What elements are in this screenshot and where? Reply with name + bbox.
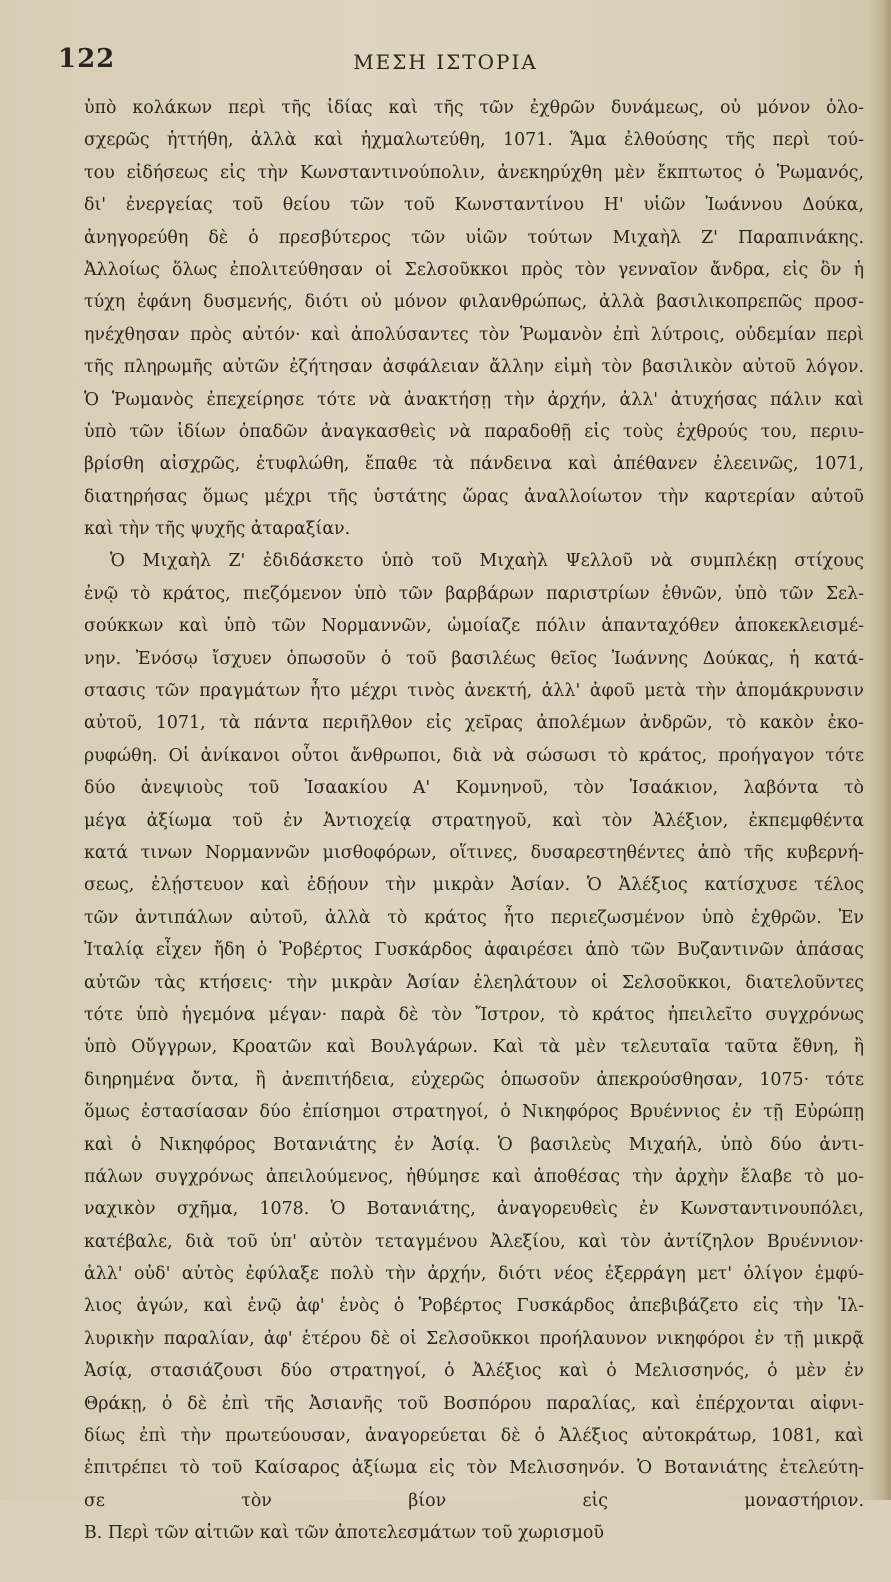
body-text <box>84 92 864 1582</box>
text-line: τῶν ἀντιπάλων αὐτοῦ, ἀλλὰ τὸ κράτος ἦτο περιεζωσμένον ὑπὸ ἐχθρῶν. Ἐν <box>84 907 864 928</box>
paragraph-start-line: Ὁ Μιχαὴλ Ζ' ἐδιδάσκετο ὑπὸ τοῦ Μιχαὴλ Ψελλοῦ νὰ συμπλέκῃ στίχους <box>110 551 864 572</box>
text-line: δύο ἀνεψιοὺς τοῦ Ἰσαακίου Α' Κομνηνοῦ, τὸν Ἰσαάκιον, λαβόντα τὸ <box>84 778 864 799</box>
text-line: σούκκων καὶ ὑπὸ τῶν Νορμαννῶν, ὡμοίαζε πόλιν ἁπανταχόθεν ἀποκεκλεισμέ- <box>84 616 864 637</box>
text-line: Ἰταλίᾳ εἶχεν ἤδη ὁ Ῥοβέρτος Γυσκάρδος ἀφαιρέσει ἀπὸ τῶν Βυζαντινῶν ἁπάσας <box>84 940 864 961</box>
text-line: Ἀλλοίως ὅλως ἐπολιτεύθησαν οἱ Σελσοῦκκοι πρὸς τὸν γενναῖον ἄνδρα, εἰς ὃν ἡ <box>84 259 864 280</box>
text-line: τότε ὑπὸ ἡγεμόνα μέγαν· παρὰ δὲ τὸν Ἴστρον, τὸ κράτος ἠπειλεῖτο συγχρόνως <box>84 1004 864 1025</box>
running-title: ΜΕΣΗ ΙΣΤΟΡΙΑ <box>353 50 538 74</box>
text-line: νην. Ἐνόσῳ ἴσχυεν ὁπωσοῦν ὁ τοῦ βασιλέως θεῖος Ἰωάννης Δούκας, ἡ κατά- <box>84 648 864 669</box>
text-line: ὑπὸ κολάκων περὶ τῆς ἰδίας καὶ τῆς τῶν ἐχθρῶν δυνάμεως, οὐ μόνον ὁλο- <box>84 98 864 118</box>
section-heading <box>76 1550 864 1582</box>
text-line: Θράκῃ, ὁ δὲ ἐπὶ τῆς Ἀσιανῆς τοῦ Βοσπόρου παραλίας, καὶ ἐπέρχονται αἰφνι- <box>84 1393 864 1414</box>
text-line: στασις τῶν πραγμάτων ἦτο μέχρι τινὸς ἀνεκτή, ἀλλ' ἀφοῦ μετὰ τὴν ἀπομάκρυνσιν <box>84 681 864 702</box>
text-line: λιος ἀγών, καὶ ἐνῷ ἀφ' ἑνὸς ὁ Ῥοβέρτος Γυσκάρδος ἀπεβιβάζετο εἰς τὴν Ἰλ- <box>84 1296 864 1317</box>
text-line: καὶ τὴν τῆς ψυχῆς ἀταραξίαν. <box>84 519 351 540</box>
text-line: αὐτῶν τὰς κτήσεις· τὴν μικρὰν Ἀσίαν ἐλεηλάτουν οἱ Σελσοῦκκοι, διατελοῦντες <box>84 972 864 993</box>
text-line: Β. Περὶ τῶν αἰτιῶν καὶ τῶν ἀποτελεσμάτων τοῦ χωρισμοῦ <box>84 1523 604 1544</box>
text-line: αὐτοῦ, 1071, τὰ πάντα περιῆλθον εἰς χεῖρας ἀπολέμων ἀνδρῶν, τὸ κακὸν ἐκο- <box>84 713 864 734</box>
text-line: βρίσθη αἰσχρῶς, ἐτυφλώθη, ἔπαθε τὰ πάνδεινα καὶ ἀπέθανεν ἐλεεινῶς, 1071, <box>84 454 864 475</box>
text-line: σχερῶς ἡττήθη, ἀλλὰ καὶ ἠχμαλωτεύθη, 1071. Ἅμα ἐλθούσης τῆς περὶ τού- <box>84 130 864 151</box>
text-line: ναχικὸν σχῆμα, 1078. Ὁ Βοτανιάτης, ἀναγορευθεὶς ἐν Κωνσταντινουπόλει, <box>84 1199 864 1220</box>
page-edge <box>871 0 891 1500</box>
text-line: ἀλλ' οὐδ' αὐτὸς ἐφύλαξε πολὺ τὴν ἀρχήν, διότι νέος ἐξερράγη μετ' ὀλίγον ἐμφύ- <box>84 1264 864 1285</box>
text-line: ὅμως ἐστασίασαν δύο ἐπίσημοι στρατηγοί, ὁ Νικηφόρος Βρυέννιος ἐν τῇ Εὐρώπῃ <box>84 1102 864 1123</box>
text-line: κατά τινων Νορμαννῶν μισθοφόρων, οἵτινες, δυσαρεστηθέντες ἀπὸ τῆς κυβερνή- <box>84 842 864 863</box>
text-line: ἐπιτρέπει τὸ τοῦ Καίσαρος ἀξίωμα εἰς τὸν Μελισσηνόν. Ὁ Βοτανιάτης ἐτελεύτη- <box>84 1458 864 1479</box>
text-line: ὑπὸ Οὔγγρων, Κροατῶν καὶ Βουλγάρων. Καὶ τὰ μὲν τελευταῖα ταῦτα ἔθνη, ἢ <box>84 1037 864 1058</box>
text-line: τύχη ἐφάνη δυσμενής, διότι οὐ μόνον φιλανθρώπως, ἀλλὰ βασιλικοπρεπῶς προσ- <box>84 292 864 313</box>
text-line: σεως, ἐλῄστευον καὶ ἐδῄουν τὴν μικρὰν Ἀσίαν. Ὁ Ἀλέξιος κατίσχυσε τέλος <box>84 875 864 896</box>
text-line: μέγα ἀξίωμα τοῦ ἐν Ἀντιοχείᾳ στρατηγοῦ, καὶ τὸν Ἀλέξιον, ἐκπεμφθέντα <box>84 810 864 831</box>
text-line: ἐνῷ τὸ κράτος, πιεζόμενον ὑπὸ τῶν βαρβάρων παριστρίων ἐθνῶν, ὑπὸ τῶν Σελ- <box>84 583 864 604</box>
text-line: σε τὸν βίον εἰς μοναστήριον. <box>84 1490 864 1511</box>
text-line: Ἀσίᾳ, στασιάζουσι δύο στρατηγοί, ὁ Ἀλέξιος καὶ ὁ Μελισσηνός, ὁ μὲν ἐν <box>84 1361 864 1382</box>
text-line: δίως ἐπὶ τὴν πρωτεύουσαν, ἀναγορεύεται δὲ ὁ Ἀλέξιος αὐτοκράτωρ, 1081, καὶ <box>84 1426 864 1447</box>
text-line: κατέβαλε, διὰ τοῦ ὑπ' αὐτὸν τεταγμένου Ἀλεξίου, καὶ τὸν ἀντίζηλον Βρυέννιον· <box>84 1231 864 1252</box>
text-line: πάλων συγχρόνως ἀπειλούμενος, ἠθύμησε καὶ ἀποθέσας τὴν ἀρχὴν ἔλαβε τὸ μο- <box>84 1166 864 1187</box>
text-line: ρυφώθη. Οἱ ἀνίκανοι οὗτοι ἄνθρωποι, διὰ νὰ σώσωσι τὸ κράτος, προήγαγον τότε <box>84 745 864 766</box>
text-line: ηνέχθησαν πρὸς αὐτόν· καὶ ἀπολύσαντες τὸν Ῥωμανὸν ἐπὶ λύτροις, οὐδεμίαν περὶ <box>84 324 864 345</box>
text-line: διηρημένα ὄντα, ἢ ἀνεπιτήδεια, εὐχερῶς ὁπωσοῦν ἀπεκρούσθησαν, 1075· τότε <box>84 1069 864 1090</box>
text-line: λυρικὴν παραλίαν, ἀφ' ἑτέρου δὲ οἱ Σελσοῦκκοι προήλαυνον νικηφόροι ἐν τῇ μικρᾷ <box>84 1328 864 1349</box>
text-line: Ὁ Ῥωμανὸς ἐπεχείρησε τότε νὰ ἀνακτήσῃ τὴν ἀρχήν, ἀλλ' ἀτυχήσας πάλιν καὶ <box>84 389 864 410</box>
text-line: τῆς πληρωμῆς αὐτῶν ἐζήτησαν ἀσφάλειαν ἄλλην εἰμὴ τὸν βασιλικὸν αὐτοῦ λόγον. <box>84 357 864 378</box>
text-line: διατηρήσας ὅμως μέχρι τῆς ὑστάτης ὥρας ἀναλλοίωτον τὴν καρτερίαν αὐτοῦ <box>84 486 864 507</box>
text-line: ἀνηγορεύθη δὲ ὁ πρεσβύτερος τῶν υἱῶν τούτων Μιχαὴλ Ζ' Παραπινάκης. <box>84 227 864 248</box>
text-line: δι' ἐνεργείας τοῦ θείου τῶν τοῦ Κωνσταντίνου Η' υἱῶν Ἰωάννου Δούκα, <box>84 195 864 216</box>
text-line: του εἰδήσεως εἰς τὴν Κωνσταντινούπολιν, ἀνεκηρύχθη μὲν ἔκπτωτος ὁ Ῥωμανός, <box>84 162 864 183</box>
text-line: καὶ ὁ Νικηφόρος Βοτανιάτης ἐν Ἀσίᾳ. Ὁ βασιλεὺς Μιχαήλ, ὑπὸ δύο ἀντι- <box>84 1134 864 1155</box>
text-line: ὑπὸ τῶν ἰδίων ὀπαδῶν ἀναγκασθεὶς νὰ παραδοθῇ εἰς τοὺς ἐχθρούς του, περιυ- <box>84 421 864 442</box>
page-number: 122 <box>58 44 116 74</box>
